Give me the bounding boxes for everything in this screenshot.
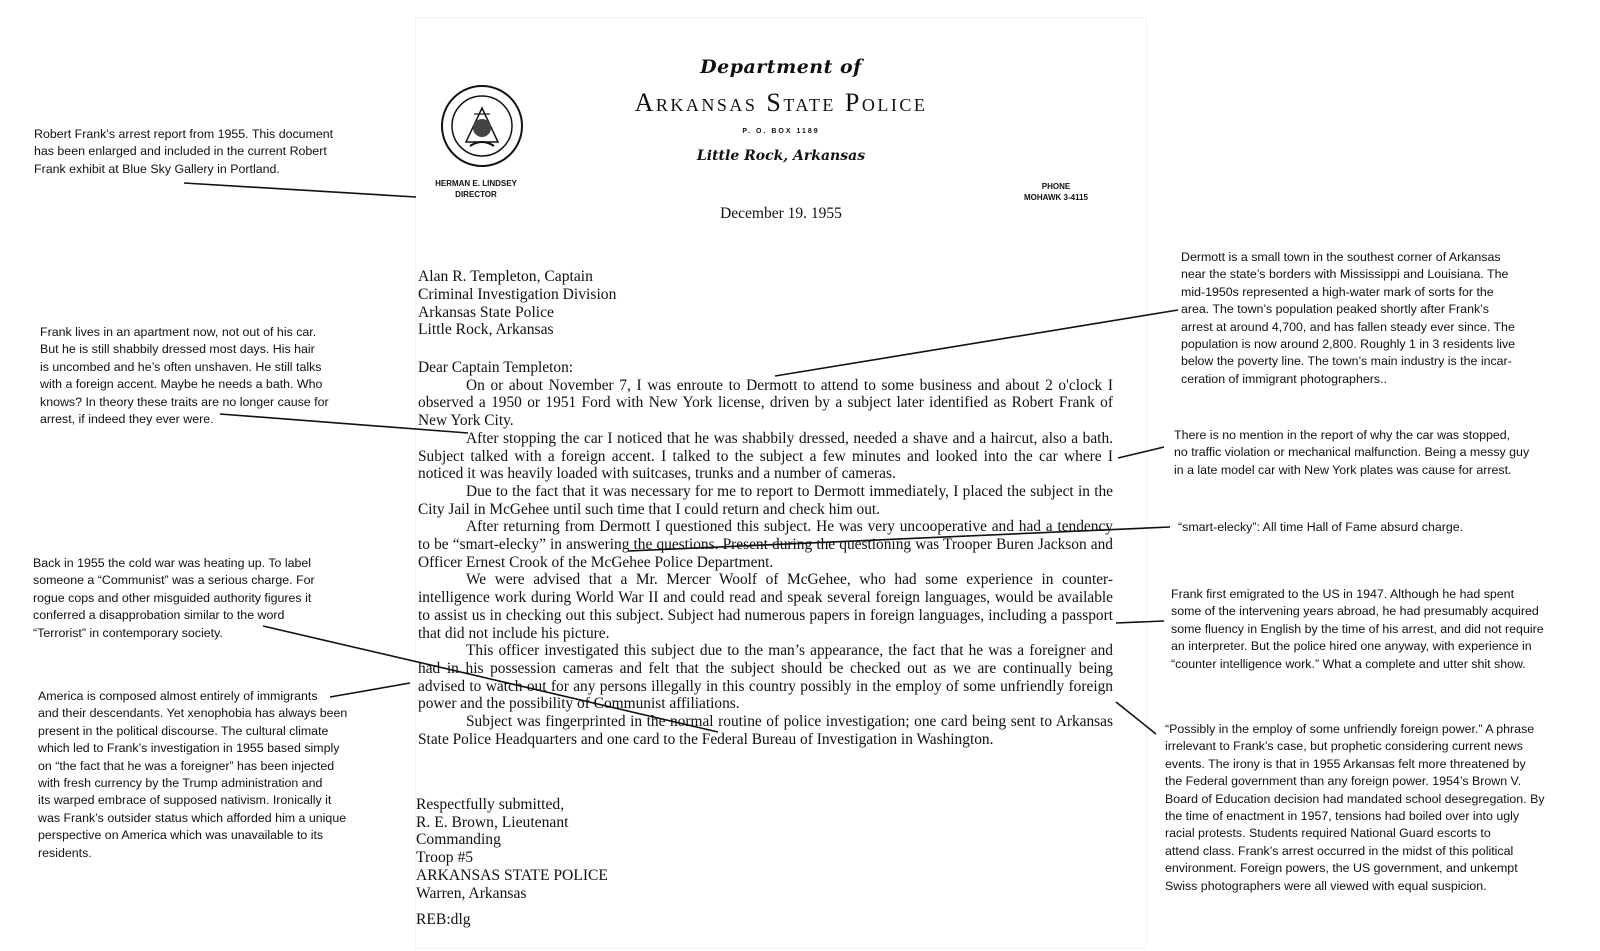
annotation-immigrants: America is composed almost entirely of immigrants and their descendants. Yet xenophobia has always been present in the political discourse. The cultural climate which led to Frank’s investigation in 1955 based simply on “the fact that he was a foreigner” has been injected with fresh currency by the Trump administration and its warped embrace of supposed nativism. Ironically it was Frank’s outsider status which afforded him a unique perspective on America which was unavailable to its residents. bbox=[38, 689, 348, 860]
annotation-foreign-power: “Possibly in the employ of some unfriendly foreign power.” A phrase irrelevant to Frank’s case, but prophetic considering current news events. The irony is that in 1955 Arkansas felt more threatened by the Federal government than any foreign power. 1954’s Brown V. Board of Education decision had mandated school desegregation. By the time of enactment in 1957, tensions had boiled over into ugly racial protests. Students required National Guard escorts to attend class. Frank’s arrest occurred in the midst of this political environment. Foreign powers, the US government, and unkempt Swiss photographers were all viewed with equal suspicion. bbox=[1165, 722, 1545, 893]
letter-paragraph-7: Subject was fingerprinted in the normal routine of police investigation; one card being sent to Arkansas State Police Headquarters and one card to the Federal Bureau of Investigation in Washington. bbox=[418, 713, 1113, 748]
annotation-dermott: Dermott is a small town in the southest corner of Arkansas near the state’s borders with Mississippi and Louisiana. The mid-1950s represented a high-water mark of sorts for the area. The town’s population peaked shortly after Frank’s arrest at around 4,700, and has fallen steady ever since. The population is now around 2,800. Roughly 1 in 3 residents live below the poverty line. The town’s main industry is the incar- ceration of immigrant photographers.. bbox=[1181, 250, 1516, 386]
letterhead-city: Little Rock, Arkansas bbox=[696, 148, 866, 164]
annotation-emigrated: Frank first emigrated to the US in 1947. Although he had spent some of the intervening years abroad, he had presumably acquired some fluency in English by the time of his arrest, and did not require an interpreter. But the police hired one anyway, with experience in “counter intelligence work.” What a complete and utter shit show. bbox=[1171, 587, 1544, 671]
letter-reference: REB:dlg bbox=[416, 911, 471, 928]
letter-paragraph-6: This officer investigated this subject due to the man’s appearance, the fact that he was a foreigner and had in his possession cameras and felt that the subject should be checked out as we are continually being advised to watch out for any persons illegally in this country possibly in the employ of some unfriendly foreign power and the possibility of Communist affiliations. bbox=[418, 642, 1113, 713]
annotation-arrest-report: Robert Frank’s arrest report from 1955. This document has been enlarged and included in the current Robert Frank exhibit at Blue Sky Gallery in Portland. bbox=[34, 127, 334, 176]
letter-address: Alan R. Templeton, Captain Criminal Investigation Division Arkansas State Police Little Rock, Arkansas bbox=[418, 268, 617, 339]
letterhead-po-box: P. O. BOX 1189 bbox=[742, 128, 820, 135]
annotation-cold-war: Back in 1955 the cold war was heating up. To label someone a “Communist” was a serious charge. For rogue cops and other misguided authority figures it conferred a disapprobation similar to the word “Terrorist” in contemporary society. bbox=[33, 556, 315, 640]
letter-paragraph-3: Due to the fact that it was necessary for me to report to Dermott immediately, I placed the subject in the City Jail in McGehee until such time that I could return and check him out. bbox=[418, 482, 1113, 518]
annotation-smart-elecky: “smart-elecky”: All time Hall of Fame absurd charge. bbox=[1178, 520, 1464, 534]
letter-body bbox=[418, 359, 1113, 748]
letter-date: December 19. 1955 bbox=[720, 205, 842, 222]
letter-paragraph-5: We were advised that a Mr. Mercer Woolf of McGehee, who had some experience in counter-intelligence work during World War II and could read and speak several foreign languages, would be available to assist us in checking out this subject. Subject had numerous papers in foreign languages, including a passport that did not include his picture. bbox=[418, 571, 1113, 642]
letter-paragraph-1: On or about November 7, I was enroute to Dermott to attend to some business and about 2 o'clock I observed a 1950 or 1951 Ford with New York license, driven by a subject later identified as Robert Frank of New York City. bbox=[418, 376, 1113, 430]
letter-salutation: Dear Captain Templeton: bbox=[418, 359, 574, 376]
letter-paragraph-4: After returning from Dermott I questioned this subject. He was very uncooperative and had a tendency to be “smart-elecky” in answering the questions. Present during the questioning was Trooper Buren Jackson and Officer Ernest Crook of the McGehee Police Department. bbox=[418, 518, 1113, 571]
annotation-apartment: Frank lives in an apartment now, not out of his car. But he is still shabbily dressed most days. His hair is uncombed and he’s often unshaven. He still talks with a foreign accent. Maybe he needs a bath. Who knows? In theory these traits are no longer cause for arrest, if indeed they ever were. bbox=[40, 325, 329, 427]
letter-paragraph-2: After stopping the car I noticed that he was shabbily dressed, needed a shave and a haircut, also a bath. Subject talked with a foreign accent. I talked to the subject a few minutes and looked into the car where I noticed it was heavily loaded with suitcases, trunks and a number of cameras. bbox=[418, 429, 1113, 483]
letterhead-title: Arkansas State Police bbox=[634, 88, 928, 117]
letterhead-director: HERMAN E. LINDSEY DIRECTOR bbox=[435, 179, 517, 199]
letter-signature: Respectfully submitted, R. E. Brown, Lieutenant Commanding Troop #5 ARKANSAS STATE POLICE Warren, Arkansas bbox=[416, 796, 608, 902]
annotation-no-mention: There is no mention in the report of why the car was stopped, no traffic violation or mechanical malfunction. Being a messy guy in a late model car with New York plates was cause for arrest. bbox=[1174, 428, 1530, 477]
arrest-report-letter bbox=[416, 18, 1146, 948]
letterhead-phone: PHONE MOHAWK 3-4115 bbox=[1023, 182, 1089, 202]
letterhead-department: Department of bbox=[700, 56, 862, 78]
leader-line-arrest-report bbox=[184, 183, 416, 197]
